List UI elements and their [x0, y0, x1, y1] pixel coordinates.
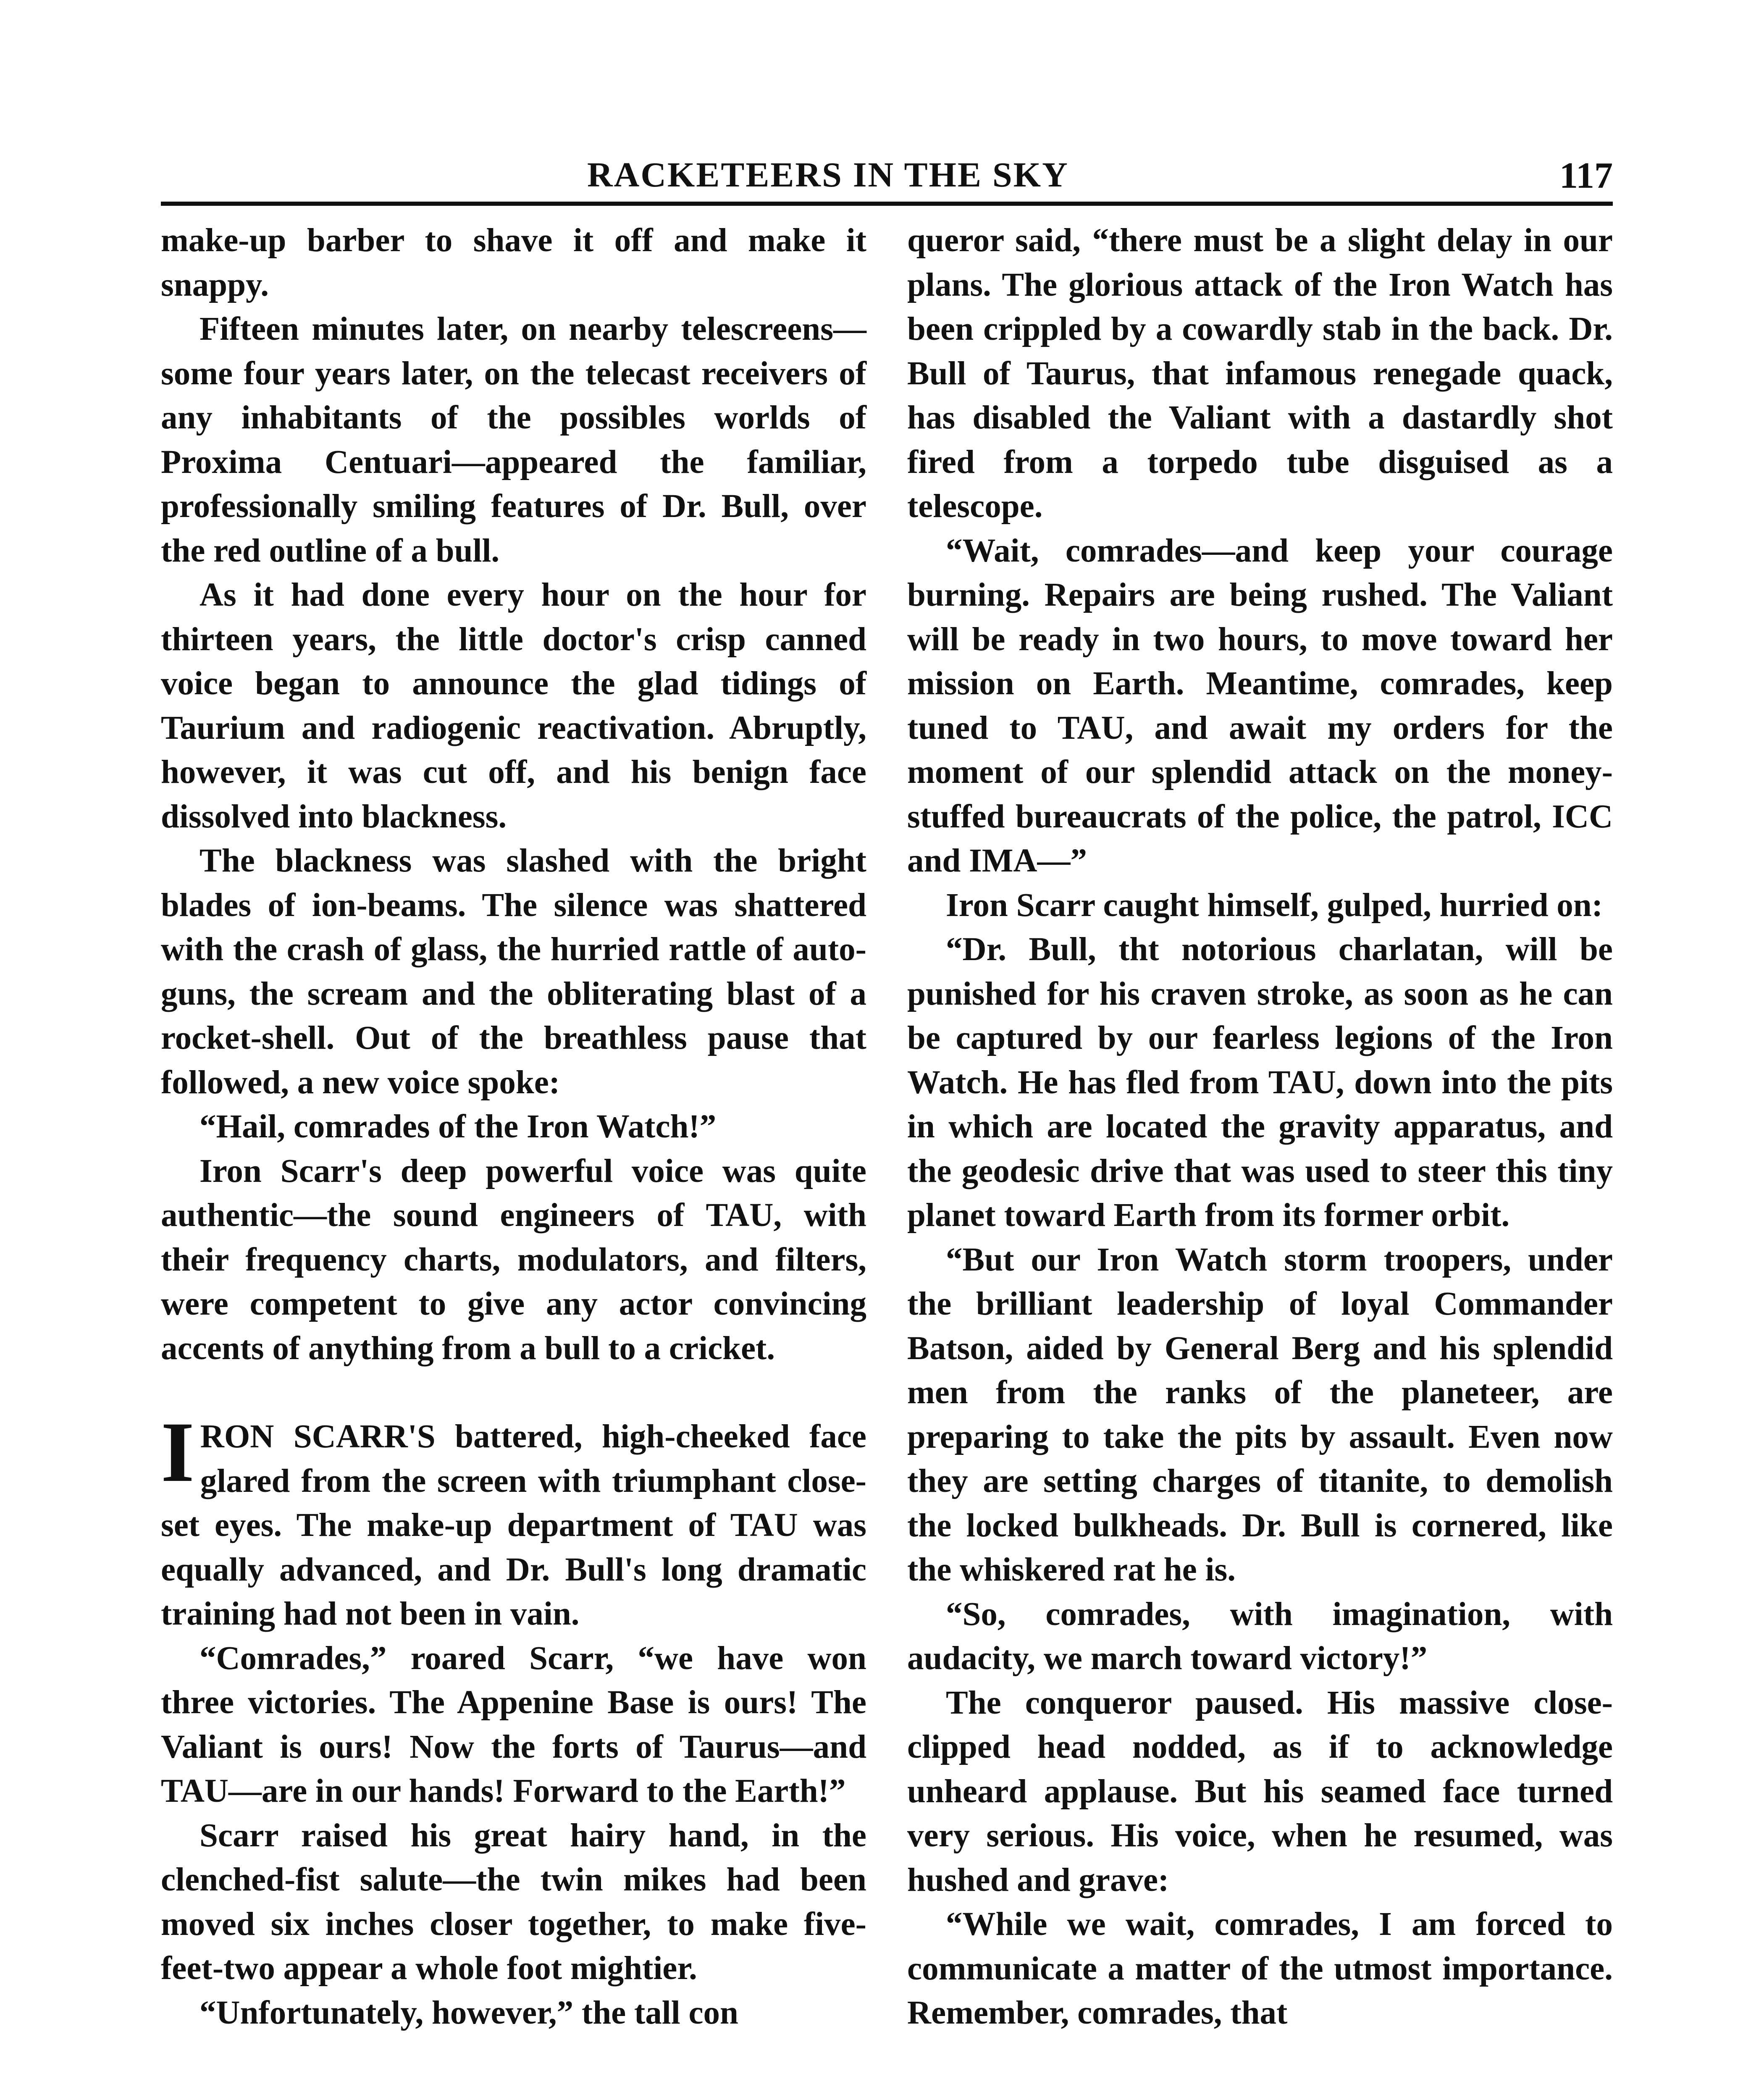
page-header — [161, 151, 1613, 206]
page-number: 117 — [1559, 155, 1613, 196]
paragraph: make-up barber to shave it off and make it snappy. — [161, 222, 866, 303]
paragraph: The blackness was slashed with the bright blades of ion-beams. The silence was shattered with the crash of glass, the hurried rattle of auto-guns, the scream and the obliterating blast of a rocket-shell. Out of the breathless pause that followed, a new voice spoke: — [161, 843, 866, 1101]
paragraph: Fifteen minutes later, on nearby telescreens—some four years later, on the telecast receivers of any inhabitants of the possibles worlds of Proxima Centuari—appeared the familiar, professionally smiling features of Dr. Bull, over the red outline of a bull. — [161, 311, 866, 569]
paragraph: “Unfortunately, however,” the tall con — [200, 1994, 738, 2031]
drop-cap-paragraph — [161, 1404, 866, 1636]
paragraph: “But our Iron Watch storm troopers, under the brilliant leadership of loyal Commander Batson, aided by General Berg and his splendid men from the ranks of the planeteer, are preparing to take the pits by assault. Even now they are setting charges of titanite, to demolish the locked bulkheads. Dr. Bull is cornered, like the whiskered rat he is. — [907, 1241, 1613, 1588]
running-title: RACKETEERS IN THE SKY — [587, 155, 1069, 194]
paragraph: Scarr raised his great hairy hand, in the clenched-fist salute—the twin mikes had been moved six inches closer together, to make five-feet-two appear a whole foot mightier. — [161, 1817, 866, 1987]
paragraph: queror said, “there must be a slight delay in our plans. The glorious attack of the Iron Watch has been crippled by a cowardly stab in the back. Dr. Bull of Taurus, that infamous renegade quack, has disabled the Valiant with a dastardly shot fired from a torpedo tube disguised as a telescope. — [907, 222, 1613, 525]
paragraph: “So, comrades, with imagination, with audacity, we march toward victory!” — [907, 1596, 1613, 1677]
paragraph: Iron Scarr caught himself, gulped, hurried on: — [946, 887, 1603, 924]
paragraph: “Comrades,” roared Scarr, “we have won three victories. The Appenine Base is ours! The Valiant is ours! Now the forts of Taurus—and TAU—are in our hands! Forward to the Earth!” — [161, 1640, 866, 1809]
paragraph: “Hail, comrades of the Iron Watch!” — [200, 1108, 717, 1145]
drop-cap-paragraph-text: RON SCARR'S battered, high-cheeked face glared from the screen with triumphant close-set eyes. The make-up department of TAU was equally advanced, and Dr. Bull's long dramatic training had not been in vain. — [161, 1418, 866, 1632]
paragraph: “While we wait, comrades, I am forced to communicate a matter of the utmost importance. Remember, comrades, that — [907, 1906, 1613, 2031]
paragraph: Iron Scarr's deep powerful voice was quite authentic—the sound engineers of TAU, with their frequency charts, modulators, and filters, were competent to give any actor convincing accents of anything from a bull to a cricket. — [161, 1152, 866, 1367]
right-column — [907, 218, 1613, 2035]
paragraph: “Wait, comrades—and keep your courage burning. Repairs are being rushed. The Valiant will be ready in two hours, to move toward her mission on Earth. Meantime, comrades, keep tuned to TAU, and await my orders for the moment of our splendid attack on the money-stuffed bureaucrats of the police, the patrol, ICC and IMA—” — [907, 532, 1613, 879]
paragraph: As it had done every hour on the hour for thirteen years, the little doctor's crisp canned voice began to announce the glad tidings of Taurium and radiogenic reactivation. Abruptly, however, it was cut off, and his benign face dissolved into blackness. — [161, 577, 866, 835]
paragraph: The conqueror paused. His massive close-clipped head nodded, as if to acknowledge unheard applause. But his seamed face turned very serious. His voice, when he resumed, was hushed and grave: — [907, 1684, 1613, 1898]
left-column — [161, 218, 866, 2035]
paragraph: “Dr. Bull, tht notorious charlatan, will be punished for his craven stroke, as soon as he can be captured by our fearless legions of the Iron Watch. He has fled from TAU, down into the pits in which are located the gravity apparatus, and the geodesic drive that was used to steer this tiny planet toward Earth from its former orbit. — [907, 931, 1613, 1234]
drop-cap-letter: I — [161, 1404, 194, 1500]
